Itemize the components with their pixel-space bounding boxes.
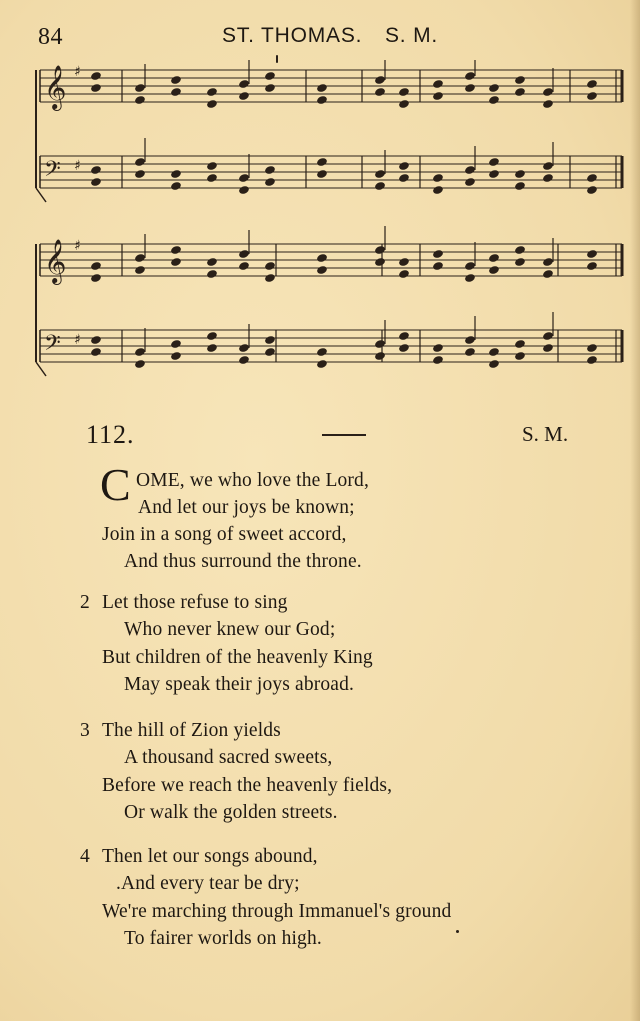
note-head [374, 351, 386, 361]
note-head [206, 87, 218, 97]
note-head [488, 347, 500, 357]
note-head [488, 157, 500, 167]
note-head [90, 261, 102, 271]
note-head [586, 79, 598, 89]
treble-clef-icon: 𝄞 [44, 239, 67, 283]
note-head [586, 173, 598, 183]
verse-line: OME, we who love the Lord, [136, 470, 369, 491]
note-head [238, 355, 250, 365]
note-head [264, 347, 276, 357]
note-head [238, 185, 250, 195]
note-head [488, 95, 500, 105]
verse-line: Then let our songs abound, [102, 846, 318, 867]
note-head [316, 95, 328, 105]
note-head [464, 261, 476, 271]
verse-line: Or walk the golden streets. [124, 802, 338, 823]
note-head [170, 87, 182, 97]
note-head [432, 355, 444, 365]
note-head [316, 265, 328, 275]
note-head [432, 79, 444, 89]
note-head [170, 75, 182, 85]
note-head [316, 347, 328, 357]
note-head [432, 249, 444, 259]
note-head [398, 257, 410, 267]
note-head [464, 71, 476, 81]
sharp-icon: ♯ [74, 332, 81, 348]
note-head [134, 169, 146, 179]
verse-line: And thus surround the throne. [124, 551, 362, 572]
note-head [374, 75, 386, 85]
note-head [432, 173, 444, 183]
note-head [90, 177, 102, 187]
note-head [134, 253, 146, 263]
note-head [542, 257, 554, 267]
verse-line: To fairer worlds on high. [124, 928, 322, 949]
note-head [264, 165, 276, 175]
note-head [134, 347, 146, 357]
note-head [206, 173, 218, 183]
note-head [206, 161, 218, 171]
note-head [374, 257, 386, 267]
note-head [586, 261, 598, 271]
note-head [316, 253, 328, 263]
note-head [398, 173, 410, 183]
system-bracket [36, 188, 46, 202]
note-head [316, 169, 328, 179]
note-head [586, 249, 598, 259]
verse-line: Before we reach the heavenly fields, [102, 775, 393, 796]
verse-line: But children of the heavenly King [102, 647, 373, 668]
note-head [432, 185, 444, 195]
note-head [374, 245, 386, 255]
note-head [134, 265, 146, 275]
note-head [264, 273, 276, 283]
note-head [170, 351, 182, 361]
note-head [586, 91, 598, 101]
note-head [488, 253, 500, 263]
verse-line: May speak their joys abroad. [124, 674, 355, 695]
music-score [0, 60, 640, 400]
note-head [464, 177, 476, 187]
verse-line: Join in a song of sweet accord, [102, 524, 347, 545]
treble-clef-icon: 𝄞 [44, 65, 67, 109]
note-head [398, 87, 410, 97]
note-head [316, 83, 328, 93]
note-head [432, 261, 444, 271]
note-head [398, 331, 410, 341]
note-head [264, 177, 276, 187]
note-head [90, 165, 102, 175]
note-head [464, 83, 476, 93]
note-head [264, 71, 276, 81]
verse-line: And let our joys be known; [138, 497, 355, 518]
note-head [514, 181, 526, 191]
verse-line: .And every tear be dry; [116, 873, 300, 894]
verse-line: We're marching through Immanuel's ground [102, 901, 452, 922]
note-head [134, 95, 146, 105]
note-head [514, 245, 526, 255]
note-head [206, 343, 218, 353]
note-head [170, 339, 182, 349]
ink-speck [276, 55, 278, 63]
note-head [488, 169, 500, 179]
note-head [170, 169, 182, 179]
note-head [170, 181, 182, 191]
ink-speck [456, 930, 459, 933]
note-head [464, 347, 476, 357]
drop-cap: C [100, 459, 131, 510]
verse-line: Who never knew our God; [124, 619, 336, 640]
note-head [464, 273, 476, 283]
hymn-header [0, 420, 640, 450]
bass-clef-icon: 𝄢 [44, 157, 61, 187]
page-header [0, 22, 640, 56]
note-head [398, 161, 410, 171]
note-head [238, 173, 250, 183]
note-head [488, 359, 500, 369]
hymn-number: 112. [86, 420, 135, 449]
verse-line: The hill of Zion yields [102, 720, 281, 741]
verse-line: A thousand sacred sweets, [124, 747, 333, 768]
note-head [398, 99, 410, 109]
note-head [90, 83, 102, 93]
note-head [514, 351, 526, 361]
note-head [586, 185, 598, 195]
sharp-icon: ♯ [74, 64, 81, 80]
note-head [316, 157, 328, 167]
hymn-meter: S. M. [522, 422, 569, 446]
tune-name: ST. THOMAS. [222, 24, 363, 47]
sharp-icon: ♯ [74, 158, 81, 174]
note-head [542, 173, 554, 183]
note-head [90, 71, 102, 81]
note-head [206, 99, 218, 109]
note-head [134, 157, 146, 167]
note-head [374, 181, 386, 191]
note-head [264, 261, 276, 271]
note-head [432, 343, 444, 353]
note-head [206, 269, 218, 279]
note-head [90, 347, 102, 357]
note-head [464, 335, 476, 345]
verse-number: 3 [80, 720, 90, 741]
note-head [586, 355, 598, 365]
note-head [514, 339, 526, 349]
note-head [90, 335, 102, 345]
note-head [206, 331, 218, 341]
note-head [90, 273, 102, 283]
note-head [374, 339, 386, 349]
hymn-dash [322, 434, 366, 436]
note-head [432, 91, 444, 101]
note-head [542, 331, 554, 341]
note-head [488, 265, 500, 275]
note-head [398, 343, 410, 353]
note-head [316, 359, 328, 369]
page-number: 84 [38, 24, 63, 50]
note-head [514, 169, 526, 179]
note-head [488, 83, 500, 93]
system-bracket [36, 362, 46, 376]
note-head [238, 343, 250, 353]
note-head [542, 99, 554, 109]
note-head [514, 75, 526, 85]
note-head [514, 257, 526, 267]
note-head [398, 269, 410, 279]
note-head [264, 335, 276, 345]
note-head [542, 269, 554, 279]
note-head [374, 87, 386, 97]
note-head [238, 91, 250, 101]
sharp-icon: ♯ [74, 238, 81, 254]
note-head [514, 87, 526, 97]
note-head [542, 161, 554, 171]
note-head [464, 165, 476, 175]
note-head [374, 169, 386, 179]
note-head [170, 245, 182, 255]
verse-line: Let those refuse to sing [102, 592, 288, 613]
note-head [542, 343, 554, 353]
note-head [170, 257, 182, 267]
bass-clef-icon: 𝄢 [44, 331, 61, 361]
note-head [238, 261, 250, 271]
note-head [264, 83, 276, 93]
note-head [134, 83, 146, 93]
tune-meter: S. M. [385, 24, 439, 47]
note-head [238, 79, 250, 89]
note-head [542, 87, 554, 97]
note-head [134, 359, 146, 369]
note-head [238, 249, 250, 259]
verse-number: 2 [80, 592, 90, 613]
verse-number: 4 [80, 846, 90, 867]
note-head [206, 257, 218, 267]
note-head [586, 343, 598, 353]
